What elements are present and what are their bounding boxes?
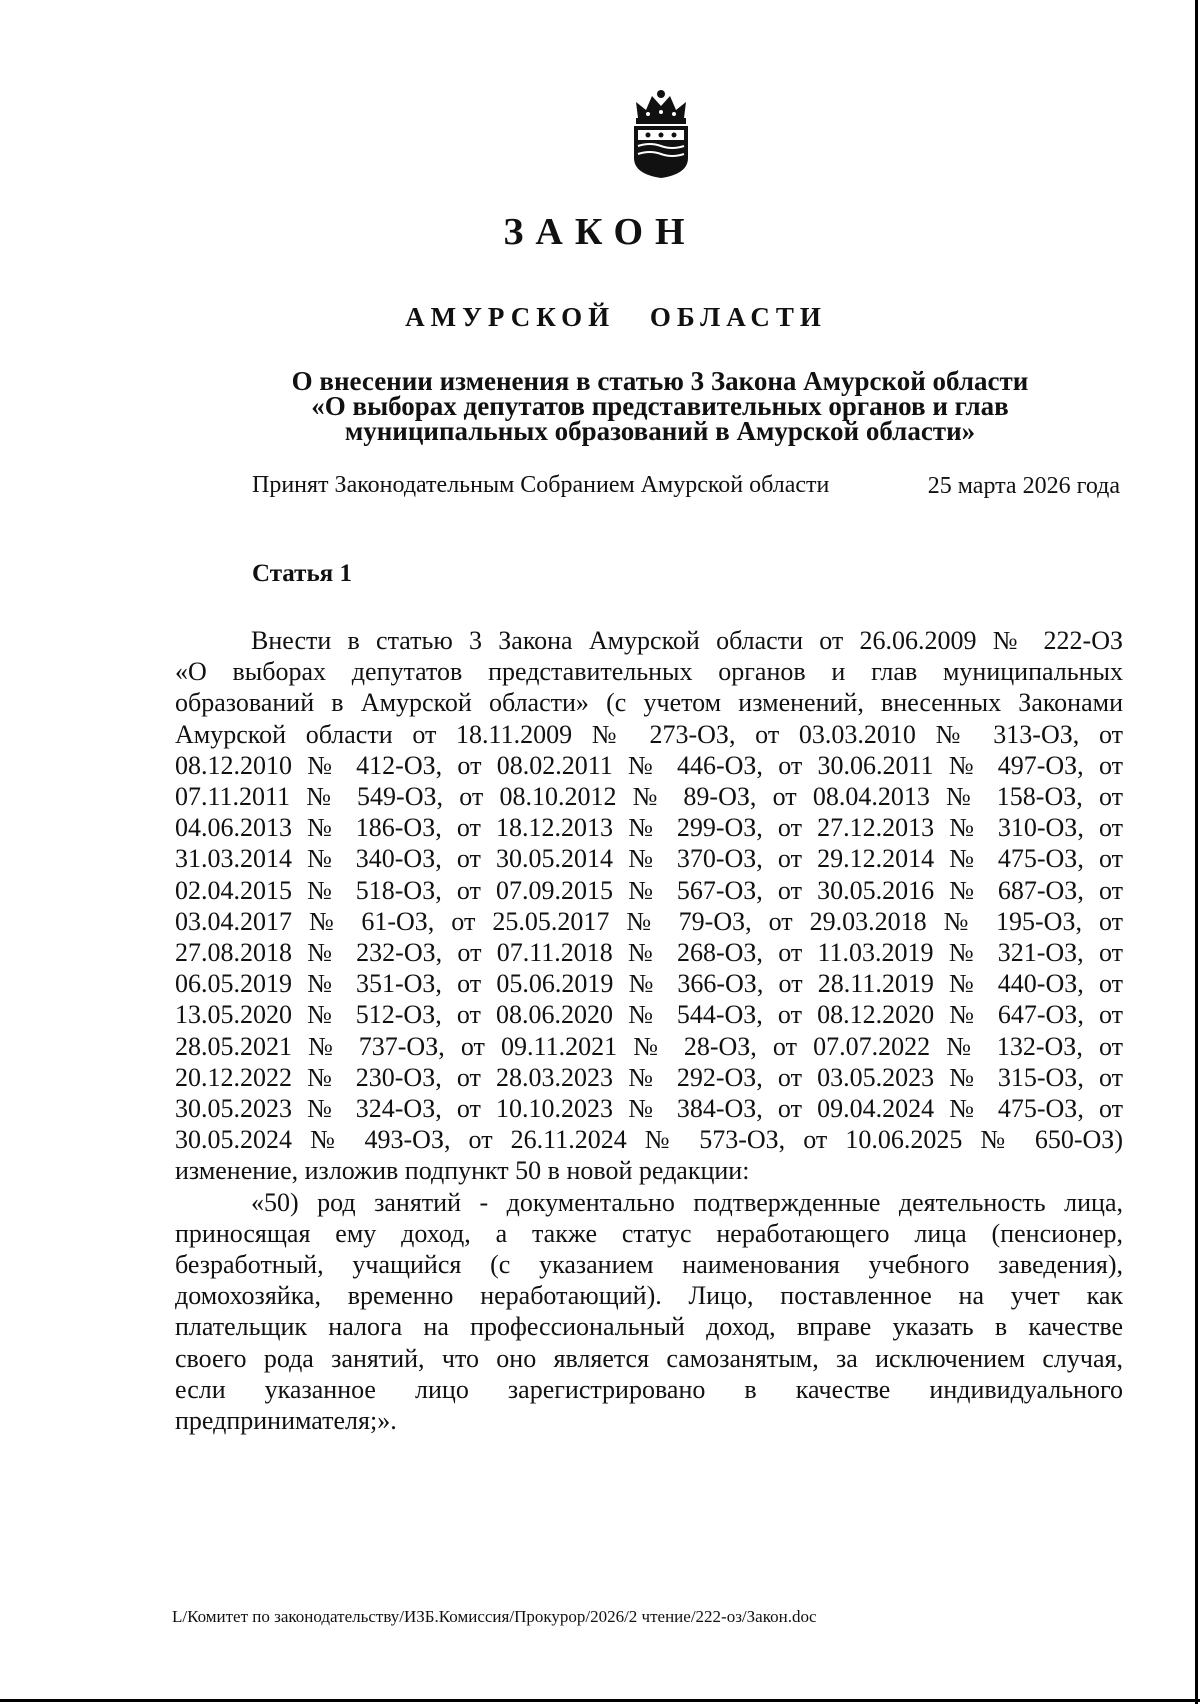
- paragraph-line: 03.04.2017 № 61-ОЗ, от 25.05.2017 № 79-ОЗ, от 29.03.2018 № 195-ОЗ, от: [175, 906, 1123, 936]
- paragraph-line: изменение, изложив подпункт 50 в новой редакции:: [175, 1156, 750, 1186]
- paragraph-line: домохозяйка, временно неработающий). Лицо, поставленное на учет как: [175, 1281, 1123, 1311]
- region-heading: АМУРСКОЙ ОБЛАСТИ: [405, 302, 827, 332]
- paragraph-line: 30.05.2023 № 324-ОЗ, от 10.10.2023 № 384-ОЗ, от 09.04.2024 № 475-ОЗ, от: [175, 1094, 1123, 1124]
- paragraph-line: своего рода занятий, что оно является самозанятым, за исключением случая,: [175, 1343, 1123, 1373]
- paragraph-line: 28.05.2021 № 737-ОЗ, от 09.11.2021 № 28-ОЗ, от 07.07.2022 № 132-ОЗ, от: [175, 1031, 1123, 1061]
- paragraph-line: 27.08.2018 № 232-ОЗ, от 07.11.2018 № 268-ОЗ, от 11.03.2019 № 321-ОЗ, от: [175, 938, 1123, 968]
- subject-line: «О выборах депутатов представительных органов и глав: [311, 391, 1009, 421]
- paragraph-line: «О выборах депутатов представительных органов и глав муниципальных: [175, 657, 1123, 687]
- scan-border-bottom: [0, 1699, 1200, 1702]
- subject-line: О внесении изменения в статью 3 Закона Амурской области: [291, 366, 1029, 396]
- paragraph-line: безработный, учащийся (с указанием наименования учебного заведения),: [175, 1250, 1123, 1280]
- scan-border-right: [1195, 0, 1198, 1704]
- coat-of-arms-icon: [628, 88, 694, 180]
- paragraph-line: 13.05.2020 № 512-ОЗ, от 08.06.2020 № 544-ОЗ, от 08.12.2020 № 647-ОЗ, от: [175, 1000, 1123, 1030]
- paragraph-line: образований в Амурской области» (с учетом изменений, внесенных Законами: [175, 688, 1123, 718]
- paragraph-line: 30.05.2024 № 493-ОЗ, от 26.11.2024 № 573-ОЗ, от 10.06.2025 № 650-ОЗ): [175, 1125, 1123, 1155]
- adopted-date: 25 марта 2026 года: [927, 473, 1120, 499]
- paragraph-line: если указанное лицо зарегистрировано в качестве индивидуального: [175, 1374, 1123, 1404]
- paragraph-line: приносящая ему доход, а также статус неработающего лица (пенсионер,: [175, 1218, 1123, 1248]
- paragraph-line: Амурской области от 18.11.2009 № 273-ОЗ, от 03.03.2010 № 313-ОЗ, от: [175, 719, 1123, 749]
- paragraph-line: 08.12.2010 № 412-ОЗ, от 08.02.2011 № 446-ОЗ, от 30.06.2011 № 497-ОЗ, от: [175, 750, 1123, 780]
- paragraph-line: 04.06.2013 № 186-ОЗ, от 18.12.2013 № 299-ОЗ, от 27.12.2013 № 310-ОЗ, от: [175, 813, 1123, 843]
- article-body: [175, 625, 1123, 1436]
- file-path-footer: L/Комитет по законодательству/ИЗБ.Комиссия/Прокурор/2026/2 чтение/222-оз/Закон.doc: [172, 1607, 817, 1626]
- paragraph-line: предпринимателя;».: [175, 1406, 397, 1436]
- paragraph-line: 02.04.2015 № 518-ОЗ, от 07.09.2015 № 567-ОЗ, от 30.05.2016 № 687-ОЗ, от: [175, 875, 1123, 905]
- paragraph-line: «50) род занятий - документально подтвержденные деятельность лица,: [251, 1187, 1123, 1217]
- law-subject: [200, 366, 1120, 446]
- article-heading: Статья 1: [252, 560, 352, 587]
- paragraph-line: плательщик налога на профессиональный доход, вправе указать в качестве: [175, 1312, 1123, 1342]
- subject-line: муниципальных образований в Амурской области»: [344, 416, 976, 446]
- paragraph-line: 20.12.2022 № 230-ОЗ, от 28.03.2023 № 292-ОЗ, от 03.05.2023 № 315-ОЗ, от: [175, 1062, 1123, 1092]
- adopted-by: Принят Законодательным Собранием Амурской области: [252, 472, 830, 498]
- paragraph-line: Внести в статью 3 Закона Амурской области от 26.06.2009 № 222-ОЗ: [251, 626, 1123, 655]
- paragraph-line: 06.05.2019 № 351-ОЗ, от 05.06.2019 № 366-ОЗ, от 28.11.2019 № 440-ОЗ, от: [175, 969, 1123, 999]
- paragraph-line: 31.03.2014 № 340-ОЗ, от 30.05.2014 № 370-ОЗ, от 29.12.2014 № 475-ОЗ, от: [175, 844, 1123, 874]
- law-title: ЗАКОН: [503, 211, 697, 253]
- paragraph-line: 07.11.2011 № 549-ОЗ, от 08.10.2012 № 89-ОЗ, от 08.04.2013 № 158-ОЗ, от: [175, 782, 1123, 812]
